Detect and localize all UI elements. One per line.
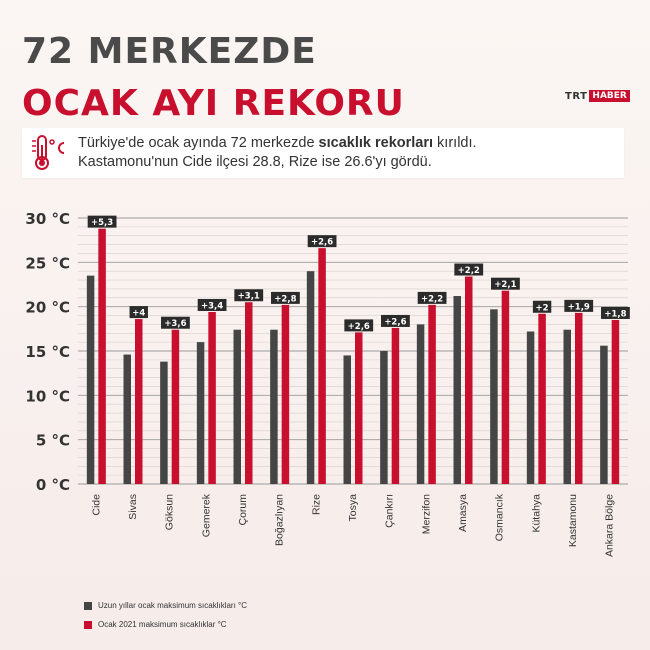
- y-tick-label: 25 °C: [25, 254, 70, 273]
- bar-long-term-3: [197, 342, 205, 484]
- x-category-label-3: Gemerek: [200, 494, 213, 538]
- legend-swatch-red: [84, 621, 92, 629]
- bar-long-term-1: [124, 355, 132, 484]
- bar-2021-0: [98, 229, 106, 484]
- x-category-label-8: Çankırı: [383, 494, 396, 528]
- x-category-label-9: Merzifon: [420, 494, 433, 535]
- x-category-label-5: Boğazlıyan: [273, 494, 286, 546]
- data-label-7: +2,6: [347, 321, 370, 332]
- bar-2021-7: [355, 332, 363, 484]
- bar-2021-4: [245, 302, 253, 484]
- data-label-14: +1,8: [604, 309, 627, 320]
- data-label-13: +1,9: [567, 302, 590, 313]
- bar-long-term-9: [417, 324, 425, 484]
- y-tick-label: 30 °C: [25, 210, 70, 228]
- bar-long-term-2: [160, 362, 168, 484]
- data-label-5: +2,8: [274, 294, 297, 305]
- x-category-label-1: Sivas: [127, 494, 139, 520]
- y-tick-label: 20 °C: [25, 298, 70, 317]
- bar-long-term-10: [454, 296, 462, 484]
- legend-item-gray: [84, 601, 247, 610]
- y-tick-label: 5 °C: [35, 431, 70, 450]
- bar-long-term-13: [564, 330, 572, 484]
- bar-long-term-12: [527, 331, 535, 484]
- data-label-3: +3,4: [200, 301, 224, 312]
- logo-trt-text: TRT: [565, 90, 588, 102]
- legend-label-red: Ocak 2021 maksimum sıcaklıklar °C: [98, 620, 227, 629]
- bar-long-term-5: [270, 330, 278, 484]
- logo-haber-text: HABER: [589, 90, 629, 102]
- y-tick-label: 0 °C: [35, 476, 70, 494]
- data-label-11: +2,1: [494, 280, 517, 291]
- bar-2021-13: [575, 313, 583, 484]
- y-tick-label: 15 °C: [25, 343, 70, 361]
- title-line-2: OCAK AYI REKORU: [22, 83, 405, 124]
- x-category-label-6: Rize: [310, 494, 323, 516]
- bar-long-term-8: [380, 351, 388, 484]
- data-label-1: +4: [132, 308, 146, 319]
- bar-2021-1: [135, 319, 143, 484]
- legend-item-red: [84, 620, 227, 629]
- bar-long-term-7: [344, 355, 352, 484]
- info-line1-post: kırıldı.: [433, 135, 477, 151]
- bar-2021-6: [318, 248, 326, 484]
- bar-2021-2: [172, 330, 180, 484]
- bar-long-term-14: [600, 346, 608, 484]
- x-category-label-10: Amasya: [457, 494, 469, 532]
- bar-2021-12: [538, 314, 546, 484]
- bar-long-term-0: [87, 276, 95, 484]
- data-label-2: +3,6: [164, 319, 187, 330]
- data-label-9: +2,2: [420, 294, 444, 305]
- x-category-label-7: Tosya: [347, 494, 359, 522]
- data-label-4: +3,1: [237, 291, 260, 302]
- data-label-8: +2,6: [384, 317, 407, 328]
- bar-2021-10: [465, 277, 473, 484]
- bar-2021-3: [208, 312, 216, 484]
- x-category-label-11: Osmancık: [493, 494, 506, 542]
- legend-label-gray: Uzun yıllar ocak maksimum sıcaklıkları °C: [98, 601, 248, 610]
- data-label-0: +5,3: [90, 218, 114, 229]
- data-label-10: +2,2: [457, 266, 480, 277]
- info-line2: Kastamonu'nun Cide ilçesi 28.8, Rize ise 26.6'yı gördü.: [78, 154, 432, 170]
- x-category-label-14: Ankara Bölge: [603, 494, 616, 558]
- y-tick-label: 10 °C: [25, 387, 70, 406]
- data-label-12: +2: [535, 303, 549, 314]
- x-category-label-13: Kastamonu: [567, 494, 579, 548]
- x-category-label-2: Göksun: [163, 494, 176, 531]
- bar-2021-14: [612, 320, 620, 484]
- bar-2021-11: [502, 291, 510, 484]
- data-label-6: +2,6: [310, 237, 334, 248]
- bar-2021-5: [282, 305, 290, 484]
- bar-long-term-4: [234, 330, 242, 484]
- bar-2021-8: [392, 328, 400, 484]
- x-category-label-12: Kütahya: [530, 494, 543, 533]
- title-line-1: 72 MERKEZDE: [22, 31, 317, 72]
- info-line1-pre: Türkiye'de ocak ayında 72 merkezde: [78, 135, 319, 151]
- info-line1-bold: sıcaklık rekorları: [318, 135, 434, 151]
- bar-2021-9: [428, 305, 436, 484]
- bar-long-term-6: [307, 271, 315, 484]
- bar-long-term-11: [490, 309, 498, 484]
- x-category-label-4: Çorum: [237, 494, 249, 526]
- x-category-label-0: Cide: [90, 494, 103, 516]
- legend-swatch-gray: [84, 602, 92, 610]
